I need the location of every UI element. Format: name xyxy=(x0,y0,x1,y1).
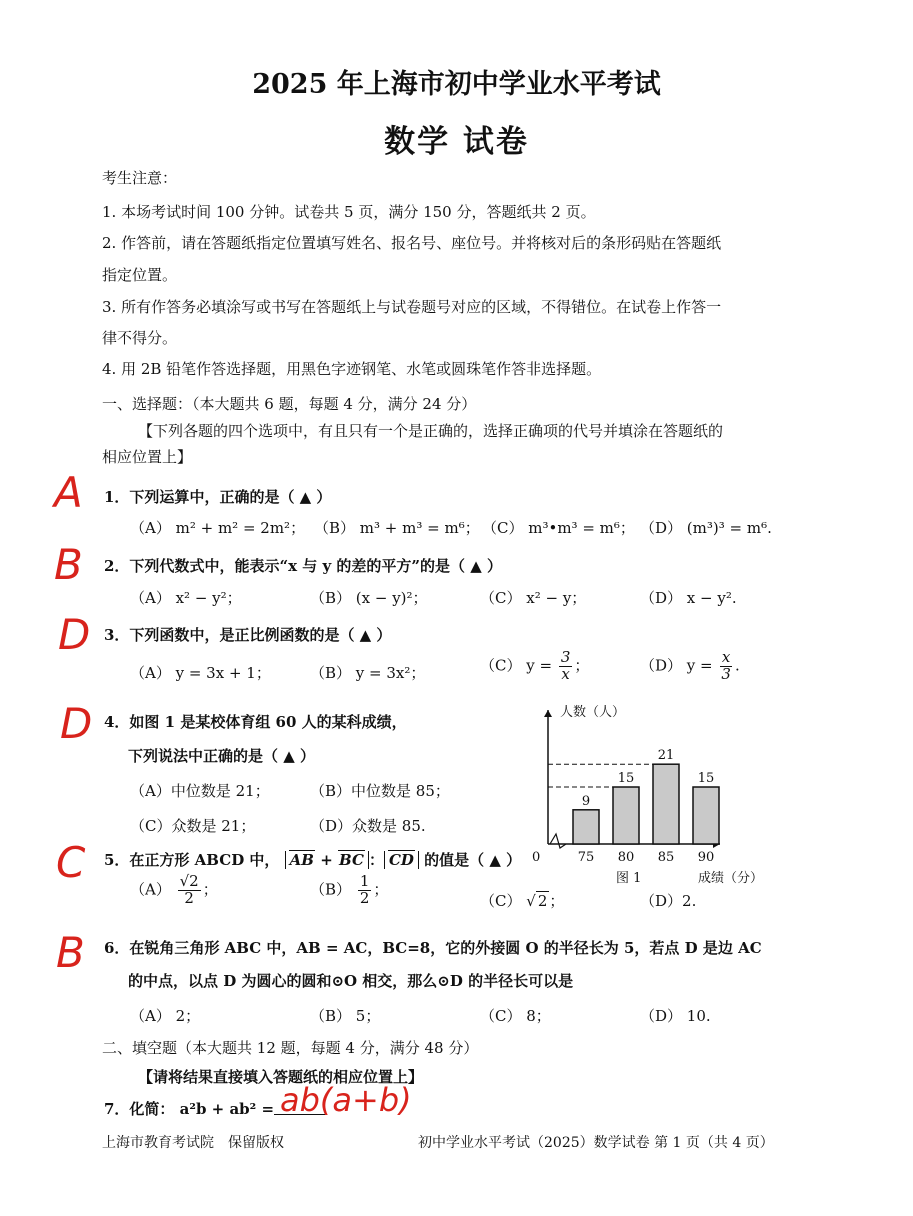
q6-option-c: （C） 8； xyxy=(480,1007,551,1025)
q5-option-c-label: （C） xyxy=(480,892,522,910)
bar-80 xyxy=(613,787,639,844)
bar-75 xyxy=(573,810,599,844)
bar-85 xyxy=(653,764,679,844)
exam-title: 2025 年上海市初中学业水平考试 xyxy=(252,69,661,100)
q3-option-c xyxy=(480,650,589,683)
q5-vector-cd: CD xyxy=(388,851,414,869)
q3-option-b: （B） y = 3x²； xyxy=(310,664,426,682)
q5-abs-cd xyxy=(384,851,419,869)
q4-option-a: （A）中位数是 21； xyxy=(130,782,270,800)
q5-option-a-fraction xyxy=(178,874,201,907)
q5-option-a-numerator: √2 xyxy=(179,872,199,890)
handwritten-answer-q2: B xyxy=(54,540,83,589)
q5-option-b-label: （B） xyxy=(310,880,352,899)
q7-stem: 7．化简： a²b + ab² = xyxy=(104,1100,275,1118)
q5-option-b-semicolon: ； xyxy=(373,880,389,899)
q4-option-c: （C）众数是 21； xyxy=(130,817,256,835)
q5-option-b-fraction xyxy=(358,874,372,907)
q3-option-c-fraction xyxy=(559,650,573,683)
q3-option-d-fraction xyxy=(719,650,733,683)
q5-option-a xyxy=(130,874,218,907)
q2-option-a: （A） x² − y²； xyxy=(130,589,242,607)
q2-stem: 2．下列代数式中，能表示“x 与 y 的差的平方”的是（ ▲ ） xyxy=(104,557,503,575)
q5-plus: + xyxy=(320,851,333,869)
footer-left: 上海市教育考试院 保留版权 xyxy=(102,1135,284,1151)
q2-option-b: （B） (x − y)²； xyxy=(310,589,428,607)
bar-90 xyxy=(693,787,719,844)
q3-option-d-denominator: 3 xyxy=(721,664,731,683)
origin-label: 0 xyxy=(532,850,541,865)
q3-option-c-semicolon: ； xyxy=(574,656,590,675)
section2-instruction: 【请将结果直接填入答题纸的相应位置上】 xyxy=(138,1068,424,1086)
q6-option-b: （B） 5； xyxy=(310,1007,381,1025)
notice-item-3-cont: 律不得分。 xyxy=(102,329,178,347)
x-tick-label-75: 75 xyxy=(577,850,595,865)
bar-value-label-80: 15 xyxy=(617,771,635,786)
exam-subject: 数学 试卷 xyxy=(384,124,529,160)
q5-stem-suffix: 的值是（ ▲ ） xyxy=(424,851,522,869)
notice-heading: 考生注意： xyxy=(102,169,178,187)
notice-item-4: 4. 用 2B 铅笔作答选择题，用黑色字迹钢笔、水笔或圆珠笔作答非选择题。 xyxy=(102,360,602,378)
handwritten-answer-q1: A xyxy=(54,468,83,517)
q6-option-d: （D） 10. xyxy=(640,1007,711,1025)
notice-item-2-cont: 指定位置。 xyxy=(102,266,178,284)
q5-option-b-denominator: 2 xyxy=(359,888,370,907)
y-axis-label: 人数（人） xyxy=(560,705,626,720)
q5-colon: ： xyxy=(368,851,384,869)
q3-option-c-numerator: 3 xyxy=(560,648,571,666)
q6-stem-cont: 的中点，以点 D 为圆心的圆和⊙O 相交，那么⊙D 的半径长可以是 xyxy=(128,972,574,990)
q3-option-a: （A） y = 3x + 1； xyxy=(130,664,271,682)
figure-1-bar-chart xyxy=(522,696,792,891)
q5-option-c-semicolon: ； xyxy=(549,892,565,910)
q5-stem xyxy=(104,849,521,870)
q4-stem: 4．如图 1 是某校体育组 60 人的某科成绩， xyxy=(104,713,407,731)
q5-sqrt-sign: √ xyxy=(526,892,536,910)
q5-vector-ab: AB xyxy=(289,851,314,869)
q5-option-a-semicolon: ； xyxy=(202,880,218,899)
x-tick-label-85: 85 xyxy=(657,850,675,865)
figure-caption: 图 1 xyxy=(616,871,642,886)
q2-option-c: （C） x² − y； xyxy=(480,589,587,607)
handwritten-answer-q3: D xyxy=(58,610,91,659)
q5-vector-bc: BC xyxy=(339,851,364,869)
q3-option-d-numerator: x xyxy=(721,648,731,666)
q2-option-d: （D） x − y². xyxy=(640,589,737,607)
q3-option-d-label: （D） y = xyxy=(640,656,713,675)
q3-option-d xyxy=(640,650,740,683)
x-tick-label-90: 90 xyxy=(697,850,715,865)
q1-option-a: （A） m² + m² = 2m²； xyxy=(130,519,306,537)
chart-layer xyxy=(532,704,763,886)
footer-right: 初中学业水平考试（2025）数学试卷 第 1 页（共 4 页） xyxy=(418,1135,774,1151)
q5-option-c xyxy=(480,890,564,911)
notice-item-2: 2. 作答前，请在答题纸指定位置填写姓名、报名号、座位号。并将核对后的条形码贴在答题纸 xyxy=(102,234,722,252)
handwritten-answer-q6: B xyxy=(56,928,85,977)
q3-option-d-period: . xyxy=(734,656,740,675)
q5-option-c-radicand: 2 xyxy=(537,892,548,910)
q1-option-b: （B） m³ + m³ = m⁶； xyxy=(314,519,480,537)
handwritten-answer-q4: D xyxy=(60,699,93,748)
q3-stem: 3．下列函数中，是正比例函数的是（ ▲ ） xyxy=(104,626,392,644)
q1-option-c: （C） m³•m³ = m⁶； xyxy=(482,519,635,537)
q5-option-b xyxy=(310,874,388,907)
q5-option-a-denominator: 2 xyxy=(184,888,194,907)
section1-heading: 一、选择题：（本大题共 6 题，每题 4 分，满分 24 分） xyxy=(102,395,477,413)
q5-option-a-label: （A） xyxy=(130,880,171,899)
q6-option-a: （A） 2； xyxy=(130,1007,201,1025)
handwritten-answer-q7: ab(a+b) xyxy=(280,1081,412,1119)
q1-stem: 1．下列运算中，正确的是（ ▲ ） xyxy=(104,488,332,506)
x-axis-label: 成绩（分） xyxy=(698,871,764,886)
x-tick-label-80: 80 xyxy=(617,850,635,865)
q4-option-d: （D）众数是 85. xyxy=(310,817,426,835)
q6-stem: 6．在锐角三角形 ABC 中，AB = AC，BC=8，它的外接圆 O 的半径长为 5，若点 D 是边 AC xyxy=(104,939,762,957)
q5-abs-sum xyxy=(285,851,369,869)
q5-option-b-numerator: 1 xyxy=(359,872,370,890)
x-axis-break xyxy=(550,834,566,848)
section1-instruction-cont: 相应位置上】 xyxy=(102,448,193,466)
handwritten-answer-q5: C xyxy=(56,838,86,887)
notice-item-1: 1. 本场考试时间 100 分钟。试卷共 5 页，满分 150 分，答题纸共 2 页。 xyxy=(102,203,596,221)
q5-stem-prefix: 5．在正方形 ABCD 中， xyxy=(104,851,280,869)
q1-option-d: （D） (m³)³ = m⁶. xyxy=(640,519,772,537)
q4-stem-cont: 下列说法中正确的是（ ▲ ） xyxy=(128,747,315,765)
bar-value-label-90: 15 xyxy=(697,771,715,786)
q5-option-d: （D）2. xyxy=(640,892,697,910)
bar-value-label-75: 9 xyxy=(581,793,591,809)
bar-value-label-85: 21 xyxy=(657,748,675,764)
section2-heading: 二、填空题（本大题共 12 题，每题 4 分，满分 48 分） xyxy=(102,1039,479,1057)
q3-option-c-label: （C） y = xyxy=(480,656,553,675)
y-axis-arrow xyxy=(544,710,552,717)
notice-item-3: 3. 所有作答务必填涂写或书写在答题纸上与试卷题号对应的区域，不得错位。在试卷上作答一 xyxy=(102,298,722,316)
q4-option-b: （B）中位数是 85； xyxy=(310,782,450,800)
section1-instruction: 【下列各题的四个选项中，有且只有一个是正确的，选择正确项的代号并填涂在答题纸的 xyxy=(138,422,724,440)
q3-option-c-denominator: x xyxy=(561,664,570,683)
